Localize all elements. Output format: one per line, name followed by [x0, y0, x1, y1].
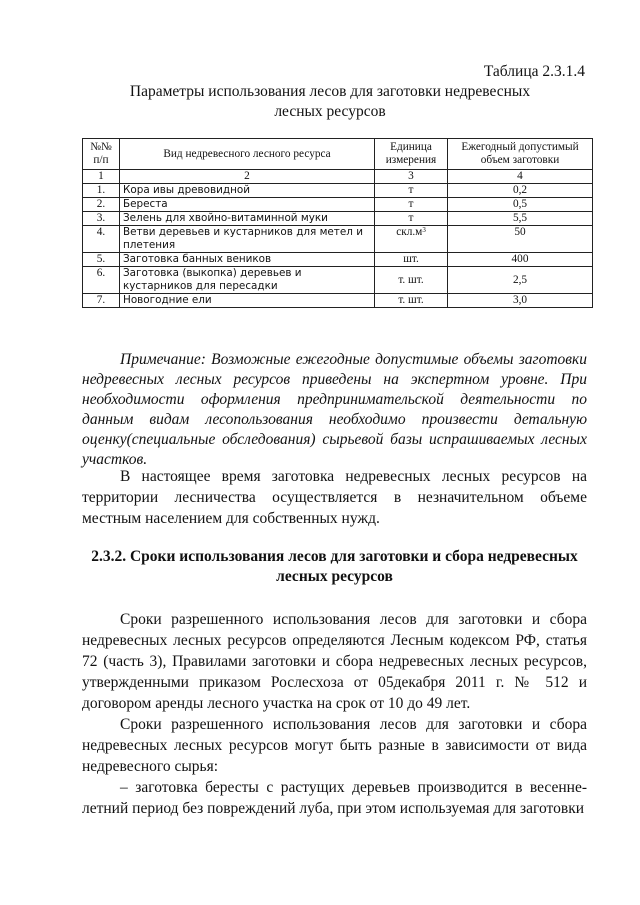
table-row: [83, 226, 593, 253]
col-number: 4: [448, 170, 593, 184]
row-num: 5.: [83, 253, 120, 267]
table-row: [83, 267, 593, 294]
table-title: Параметры использования лесов для заготовки недревесных лесных ресурсов: [129, 83, 531, 120]
row-volume: 400: [448, 253, 593, 267]
row-resource-name: Заготовка банных веников: [120, 253, 375, 267]
col-number: 3: [375, 170, 448, 184]
row-unit: т: [375, 198, 448, 212]
row-unit: т. шт.: [375, 294, 448, 308]
table-row: [83, 198, 593, 212]
row-unit: т. шт.: [375, 267, 448, 294]
table-column-numbers-row: [83, 170, 593, 184]
row-num: 2.: [83, 198, 120, 212]
row-num: 4.: [83, 226, 120, 253]
row-volume: 3,0: [448, 294, 593, 308]
header-num: №№ п/п: [83, 139, 120, 170]
body-paragraph-current-state: В настоящее время заготовка недревесных лесных ресурсов на территории лесничества осуществляется в незначительном объеме местным населением для собственных нужд.: [82, 468, 587, 527]
row-volume: 0,5: [448, 198, 593, 212]
unit-superscript: 3: [422, 226, 426, 234]
row-num: 6.: [83, 267, 120, 294]
row-resource-name: Зелень для хвойно-витаминной муки: [120, 212, 375, 226]
header-volume: Ежегодный допустимый объем заготовки: [448, 139, 593, 170]
table-row: [83, 253, 593, 267]
row-unit: т: [375, 184, 448, 198]
section-heading: 2.3.2. Сроки использования лесов для заготовки и сбора недревесных лесных ресурсов: [91, 548, 578, 585]
row-volume: 5,5: [448, 212, 593, 226]
header-unit: Единица измерения: [375, 139, 448, 170]
resources-table: [82, 138, 593, 308]
row-resource-name: Береста: [120, 198, 375, 212]
row-resource-name: Новогодние ели: [120, 294, 375, 308]
row-resource-name: Кора ивы древовидной: [120, 184, 375, 198]
body-paragraph-terms-vary: Сроки разрешенного использования лесов для заготовки и сбора недревесных лесных ресурсов могут быть разные в зависимости от вида недревесного сырья:: [82, 716, 587, 775]
row-unit: [375, 226, 448, 253]
header-name: Вид недревесного лесного ресурса: [120, 139, 375, 170]
body-paragraph-terms-law: Сроки разрешенного использования лесов для заготовки и сбора недревесных лесных ресурсов определяются Лесным кодексом РФ, статья 72 (часть 3), Правилами заготовки и сбора недревесных лесных ресурсов, утвержденными приказом Рослесхоза от 05декабря 2011 г. № 512 и договором аренды лесного участка на срок от 10 до 49 лет.: [82, 611, 587, 712]
note-paragraph: Примечание: Возможные ежегодные допустимые объемы заготовки недревесных лесных ресурсов приведены на экспертном уровне. При необходимости оформления предпринимательской деятельности по данным видам лесопользования необходимо произвести детальную оценку(специальные обследования) сырьевой базы испрашиваемых лесных участков.: [82, 351, 587, 468]
row-resource-name: Ветви деревьев и кустарников для метел и плетения: [120, 226, 375, 253]
row-num: 3.: [83, 212, 120, 226]
row-unit-text: скл.м: [396, 226, 423, 238]
col-number: 1: [83, 170, 120, 184]
row-resource-name: Заготовка (выкопка) деревьев и кустарников для пересадки: [120, 267, 375, 294]
table-number: Таблица 2.3.1.4: [483, 63, 585, 80]
table-row: [83, 184, 593, 198]
table-row: [83, 294, 593, 308]
table-row: [83, 212, 593, 226]
row-volume: 50: [448, 226, 593, 253]
row-volume: 0,2: [448, 184, 593, 198]
row-volume: 2,5: [448, 267, 593, 294]
col-number: 2: [120, 170, 375, 184]
body-paragraph-birch-bark: – заготовка бересты с растущих деревьев производится в весенне-летний период без повреждений луба, при этом используемая для заготовки: [82, 779, 587, 817]
row-unit: т: [375, 212, 448, 226]
row-num: 7.: [83, 294, 120, 308]
table-header-row: [83, 139, 593, 170]
row-unit: шт.: [375, 253, 448, 267]
row-num: 1.: [83, 184, 120, 198]
